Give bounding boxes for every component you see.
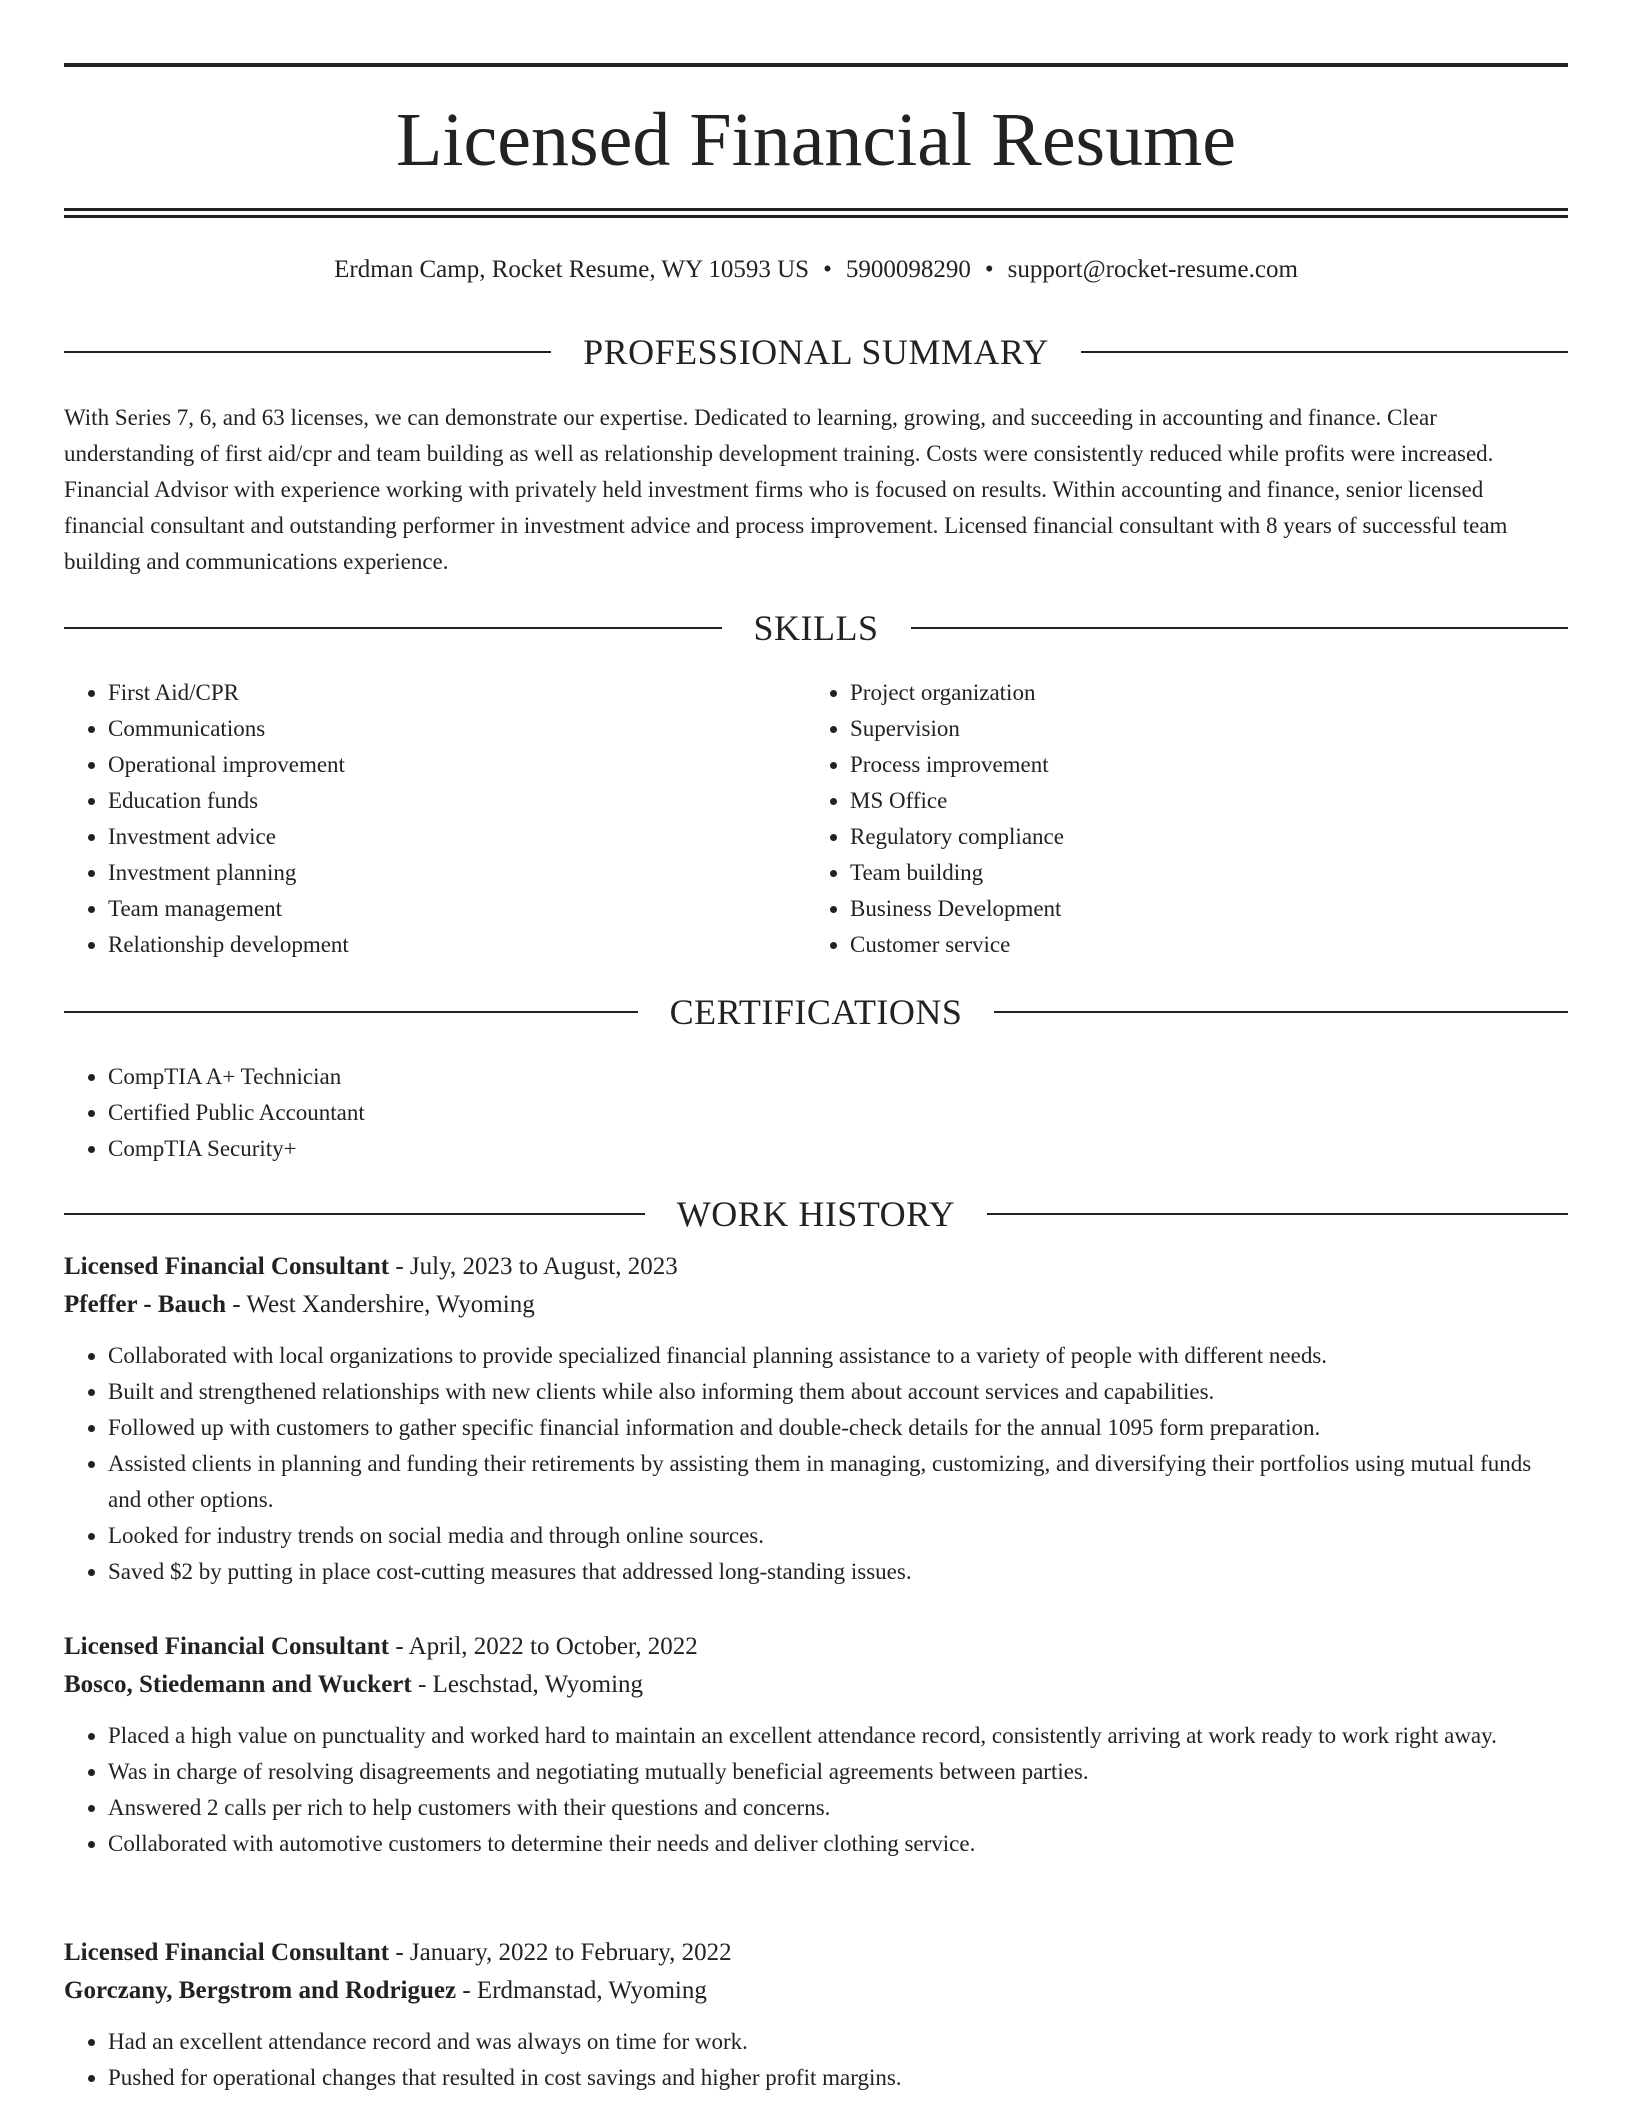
job-location: - West Xandershire, Wyoming — [226, 1291, 535, 1318]
job-bullets — [64, 1718, 1568, 1862]
job-bullet: • Followed up with customers to gather specific financial information and double-check details for the annual 1095 form preparation. — [108, 1410, 1568, 1446]
job-bullet: • Assisted clients in planning and funding their retirements by assisting them in managing, customizing, and diversifying their portfolios using mutual funds and other options. — [108, 1446, 1568, 1518]
skills-bullets-left — [64, 675, 806, 963]
job-company: Bosco, Stiedemann and Wuckert — [64, 1671, 412, 1698]
title-double-rule — [64, 208, 1568, 218]
professional-summary: With Series 7, 6, and 63 licenses, we can demonstrate our expertise. Dedicated to learning, growing, and succeeding in accounting and finance. Clear understanding of first aid/cpr and team building as well as relationship development training. Costs were consistently reduced while profits were increased. Financial Advisor with experience working with privately held investment firms who is focused on results. Within accounting and finance, senior licensed financial consultant and outstanding performer in investment advice and process improvement. Licensed financial consultant with 8 years of successful team building and communications experience. — [64, 405, 1508, 574]
contact-phone: 5900098290 — [845, 256, 971, 283]
certification-item: • CompTIA A+ Technician — [108, 1059, 1568, 1095]
job-bullet: • Saved $2 by putting in place cost-cutting measures that addressed long-standing issues. — [108, 1554, 1568, 1590]
skill-item: • Process improvement — [850, 747, 1548, 783]
job-entry — [64, 1628, 1568, 1862]
job-bullets — [64, 1338, 1568, 1590]
job-bullet: • Collaborated with local organizations to provide specialized financial planning assistance to a variety of people with different needs. — [108, 1338, 1568, 1374]
job-bullet: • Looked for industry trends on social media and through online sources. — [108, 1518, 1568, 1554]
certification-item: • Certified Public Accountant — [108, 1095, 1568, 1131]
certification-item: • CompTIA Security+ — [108, 1131, 1568, 1167]
section-heading-summary — [64, 330, 1568, 374]
section-title: CERTIFICATIONS — [669, 992, 963, 1032]
section-heading-skills — [64, 606, 1568, 650]
skills-column-right — [806, 675, 1548, 963]
job-company-line — [64, 1666, 1568, 1704]
job-dates: - July, 2023 to August, 2023 — [389, 1253, 678, 1280]
section-title: WORK HISTORY — [676, 1194, 956, 1234]
certifications-list — [64, 1059, 1568, 1167]
job-entry — [64, 1934, 1568, 2096]
job-company: Gorczany, Bergstrom and Rodriguez — [64, 1977, 457, 2004]
job-role-line — [64, 1934, 1568, 1972]
skill-item: • Team building — [850, 855, 1548, 891]
job-role: Licensed Financial Consultant — [64, 1253, 390, 1280]
contact-separator: • — [823, 256, 832, 283]
job-dates: - January, 2022 to February, 2022 — [389, 1939, 732, 1966]
skill-item: • First Aid/CPR — [108, 675, 806, 711]
contact-address: Erdman Camp, Rocket Resume, WY 10593 US — [334, 256, 810, 283]
job-dates: - April, 2022 to October, 2022 — [389, 1633, 698, 1660]
skill-item: • Relationship development — [108, 927, 806, 963]
job-company-line — [64, 1286, 1568, 1324]
skill-item: • Communications — [108, 711, 806, 747]
skill-item: • Project organization — [850, 675, 1548, 711]
skill-item: • Customer service — [850, 927, 1548, 963]
skill-item: • MS Office — [850, 783, 1548, 819]
job-bullet: • Pushed for operational changes that resulted in cost savings and higher profit margins. — [108, 2060, 1568, 2096]
skill-item: • Education funds — [108, 783, 806, 819]
contact-line — [64, 252, 1568, 288]
skills-bullets-right — [806, 675, 1548, 963]
job-bullet: • Placed a high value on punctuality and worked hard to maintain an excellent attendance record, consistently arriving at work ready to work right away. — [108, 1718, 1568, 1754]
section-heading-work-history — [64, 1192, 1568, 1236]
contact-separator: • — [984, 256, 994, 283]
job-role-line — [64, 1628, 1568, 1666]
skill-item: • Investment advice — [108, 819, 806, 855]
contact-email: support@rocket-resume.com — [1007, 256, 1298, 283]
job-role: Licensed Financial Consultant — [64, 1633, 390, 1660]
job-role-line — [64, 1248, 1568, 1286]
job-company-line — [64, 1972, 1568, 2010]
skill-item: • Regulatory compliance — [850, 819, 1548, 855]
section-title: PROFESSIONAL SUMMARY — [583, 332, 1049, 372]
job-bullet: • Was in charge of resolving disagreements and negotiating mutually beneficial agreements between parties. — [108, 1754, 1568, 1790]
skill-item: • Investment planning — [108, 855, 806, 891]
skill-item: • Operational improvement — [108, 747, 806, 783]
job-role: Licensed Financial Consultant — [64, 1939, 390, 1966]
skill-item: • Supervision — [850, 711, 1548, 747]
section-heading-certifications — [64, 990, 1568, 1034]
resume-title: Licensed Financial Resume — [396, 98, 1236, 182]
job-entry — [64, 1248, 1568, 1590]
skills-list — [64, 675, 1568, 963]
skills-column-left — [64, 675, 806, 963]
job-location: - Leschstad, Wyoming — [411, 1671, 644, 1698]
job-bullet: • Had an excellent attendance record and was always on time for work. — [108, 2024, 1568, 2060]
job-bullets — [64, 2024, 1568, 2096]
skill-item: • Business Development — [850, 891, 1548, 927]
skill-item: • Team management — [108, 891, 806, 927]
job-bullet: • Collaborated with automotive customers to determine their needs and deliver clothing service. — [108, 1826, 1568, 1862]
top-rule — [64, 63, 1568, 67]
job-bullet: • Answered 2 calls per rich to help customers with their questions and concerns. — [108, 1790, 1568, 1826]
job-bullet: • Built and strengthened relationships with new clients while also informing them about account services and capabilities. — [108, 1374, 1568, 1410]
certification-bullets — [64, 1059, 1568, 1167]
job-company: Pfeffer - Bauch — [64, 1291, 226, 1318]
job-location: - Erdmanstad, Wyoming — [456, 1977, 707, 2004]
section-title: SKILLS — [753, 608, 879, 648]
